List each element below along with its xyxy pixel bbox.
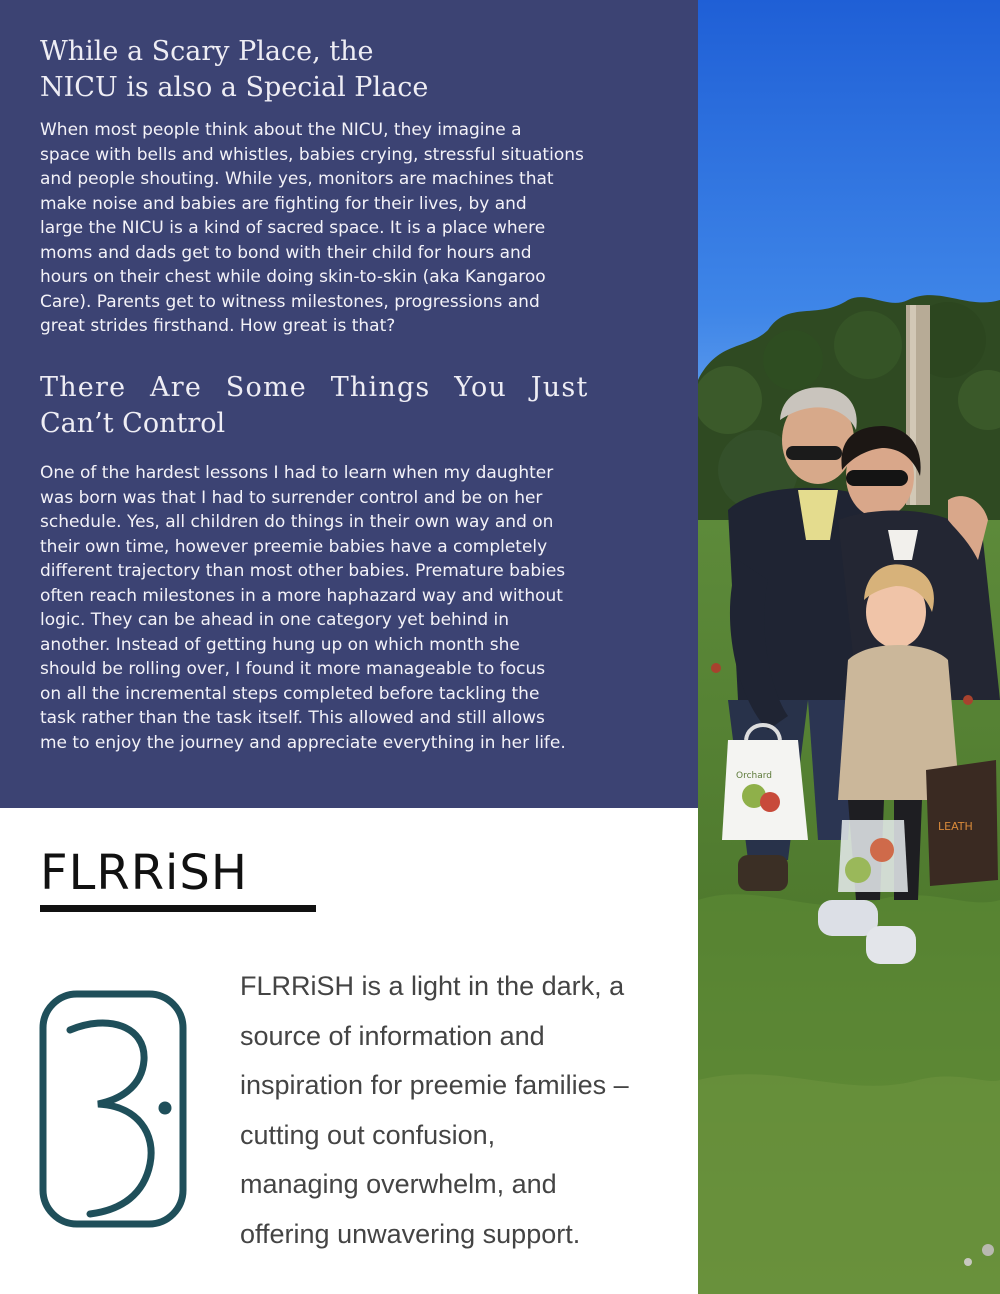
body-line: me to enjoy the journey and appreciate everything in her life. — [40, 732, 566, 753]
heading-line: NICU is also a Special Place — [40, 72, 429, 103]
brand-tagline — [240, 962, 629, 1259]
body-line: large the NICU is a kind of sacred space. It is a place where — [40, 218, 546, 238]
brand-wordmark: FLRRiSH — [40, 845, 248, 901]
body-line: was born was that I had to surrender control and be on her — [40, 487, 543, 508]
body-line: When most people think about the NICU, they imagine a — [40, 120, 522, 140]
feature-panel — [0, 0, 698, 808]
body-line: schedule. Yes, all children do things in their own way and on — [40, 512, 554, 532]
heading-line: There Are Some Things You Just — [40, 372, 589, 403]
bag-label-left: Orchard — [736, 771, 773, 781]
body-line: their own time, however preemie babies have a completely — [40, 536, 548, 557]
section-body-nicu — [40, 118, 680, 339]
body-line: on all the incremental steps completed before tackling the — [40, 683, 540, 704]
body-line: Care). Parents get to witness milestones, progressions and — [40, 291, 540, 312]
body-line: often reach milestones in a more haphazard way and without — [40, 585, 563, 606]
flrrish-logo-icon — [38, 988, 188, 1230]
body-line: should be rolling over, I found it more manageable to focus — [40, 659, 546, 679]
tagline-line: managing overwhelm, and — [240, 1169, 557, 1199]
heading-line: Can’t Control — [40, 408, 226, 439]
brand-underline — [40, 905, 316, 912]
body-line: logic. They can be ahead in one category yet behind in — [40, 610, 510, 630]
tagline-line: cutting out confusion, — [240, 1119, 496, 1150]
body-line: great strides firsthand. How great is that? — [40, 316, 396, 336]
family-photo — [698, 0, 1000, 1294]
body-line: One of the hardest lessons I had to learn when my daughter — [40, 463, 554, 483]
section-heading-nicu — [40, 34, 428, 106]
tagline-line: source of information and — [240, 1020, 545, 1051]
body-line: make noise and babies are fighting for their lives, by and — [40, 193, 527, 214]
body-line: moms and dads get to bond with their child for hours and — [40, 242, 532, 263]
body-line: task rather than the task itself. This allowed and still allows — [40, 708, 545, 728]
section-heading-control — [40, 370, 589, 442]
tagline-line: offering unwavering support. — [240, 1218, 581, 1249]
heading-line: While a Scary Place, the — [40, 36, 374, 67]
body-line: different trajectory than most other babies. Premature babies — [40, 561, 566, 581]
body-line: and people shouting. While yes, monitors are machines that — [40, 169, 554, 189]
tagline-line: inspiration for preemie families – — [240, 1070, 629, 1100]
section-body-control — [40, 461, 680, 755]
family-photo-image — [698, 0, 1000, 1294]
tagline-line: FLRRiSH is a light in the dark, a — [240, 971, 625, 1001]
body-line: hours on their chest while doing skin-to-skin (aka Kangaroo — [40, 267, 546, 287]
body-line: another. Instead of getting hung up on which month she — [40, 634, 520, 655]
body-line: space with bells and whistles, babies crying, stressful situations — [40, 144, 584, 165]
bag-label-right: LEATH — [938, 820, 973, 833]
